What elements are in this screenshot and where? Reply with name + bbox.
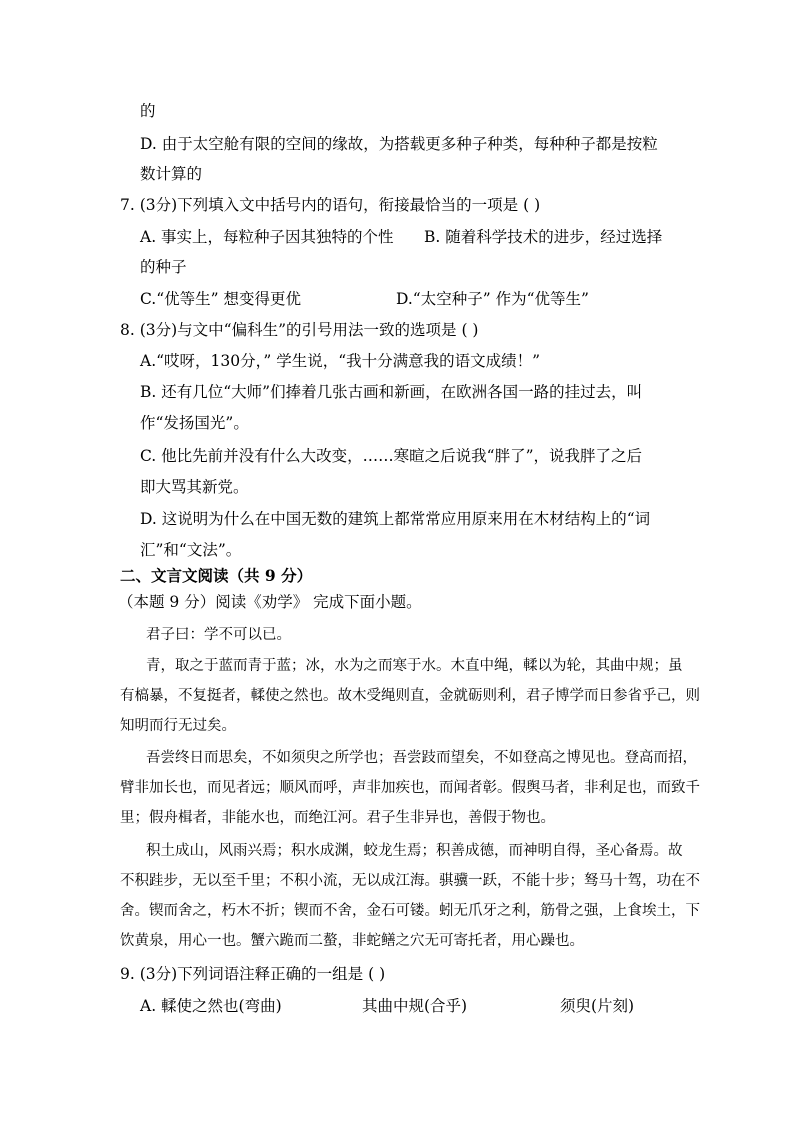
passage-paragraph-2-line2: 有槁暴，不复挺者，輮使之然也。故木受绳则直，金就砺则利，君子博学而日参省乎己，则 [120, 688, 700, 704]
q7-stem: 7. (3分)下列填入文中括号内的语句，衔接最恰当的一项是 ( ) [120, 196, 541, 214]
passage-paragraph-3-line1: 吾尝终日而思矣，不如须臾之所学也；吾尝跂而望矣，不如登高之博见也。登高而招， [146, 750, 697, 766]
q6-option-d-line2: 数计算的 [140, 165, 203, 183]
q9-option-a-part2: 其曲中规(合乎) [362, 997, 468, 1015]
passage-paragraph-2-line1: 青，取之于蓝而青于蓝；冰，水为之而寒于水。木直中绳，輮以为轮，其曲中规；虽 [146, 658, 683, 674]
q8-option-d-line2: 汇”和“文法”。 [140, 541, 242, 559]
passage-paragraph-3-line2: 臂非加长也，而见者远；顺风而呼，声非加疾也，而闻者彰。假舆马者，非利足也，而致千 [120, 780, 700, 796]
q8-option-c-line2: 即大骂其新党。 [140, 478, 249, 496]
passage-paragraph-3-line3: 里；假舟楫者，非能水也，而绝江河。君子生非异也，善假于物也。 [120, 810, 555, 826]
q7-option-a: A. 事实上，每粒种子因其独特的个性 [140, 228, 394, 246]
passage-paragraph-4-line2: 不积跬步，无以至千里；不积小流，无以成江海。骐骥一跃，不能十步；驽马十驾，功在不 [120, 873, 700, 889]
q9-option-a-part3: 须臾(片刻) [560, 997, 635, 1015]
passage-paragraph-1: 君子曰：学不可以已。 [146, 627, 291, 643]
passage-paragraph-4-line1: 积土成山，风雨兴焉；积水成渊，蛟龙生焉；积善成德，而神明自得，圣心备焉。故 [146, 843, 683, 859]
q8-option-a: A.“哎呀，130分，” 学生说，“我十分满意我的语文成绩！” [140, 352, 541, 370]
q8-stem: 8. (3分)与文中“偏科生”的引号用法一致的选项是 ( ) [120, 321, 479, 339]
q9-stem: 9. (3分)下列词语注释正确的一组是 ( ) [120, 965, 386, 983]
q9-option-a-part1: A. 輮使之然也(弯曲) [140, 997, 282, 1015]
q7-option-d: D.“太空种子” 作为“优等生” [396, 290, 589, 308]
q6-option-d-line1: D. 由于太空舱有限的空间的缘故，为搭载更多种子种类，每种种子都是按粒 [140, 135, 658, 153]
q8-option-b-line1: B. 还有几位“大师”们捧着几张古画和新画，在欧洲各国一路的挂过去，叫 [140, 383, 643, 401]
q8-option-d-line1: D. 这说明为什么在中国无数的建筑上都常常应用原来用在木材结构上的“词 [140, 510, 651, 528]
q7-option-b-line1: B. 随着科学技术的进步，经过选择 [424, 228, 663, 246]
passage-paragraph-2-line3: 知明而行无过矣。 [120, 718, 236, 734]
section-intro: （本题 9 分）阅读《劝学》 完成下面小题。 [118, 593, 422, 611]
passage-paragraph-4-line3: 舍。锲而舍之，朽木不折；锲而不舍，金石可镂。蚓无爪牙之利，筋骨之强，上食埃土，下 [120, 903, 700, 919]
q8-option-b-line2: 作“发扬国光”。 [140, 414, 249, 432]
section-heading: 二、文言文阅读（共 9 分） [120, 566, 313, 585]
q7-option-b-line2: 的种子 [140, 258, 187, 276]
passage-paragraph-4-line4: 饮黄泉，用心一也。蟹六跪而二螯，非蛇鳝之穴无可寄托者，用心躁也。 [120, 933, 584, 949]
q6-tail-text: 的 [140, 102, 156, 120]
q7-option-c: C.“优等生” 想变得更优 [140, 290, 302, 308]
q8-option-c-line1: C. 他比先前并没有什么大改变，……寒暄之后说我“胖了”，说我胖了之后 [140, 447, 643, 465]
